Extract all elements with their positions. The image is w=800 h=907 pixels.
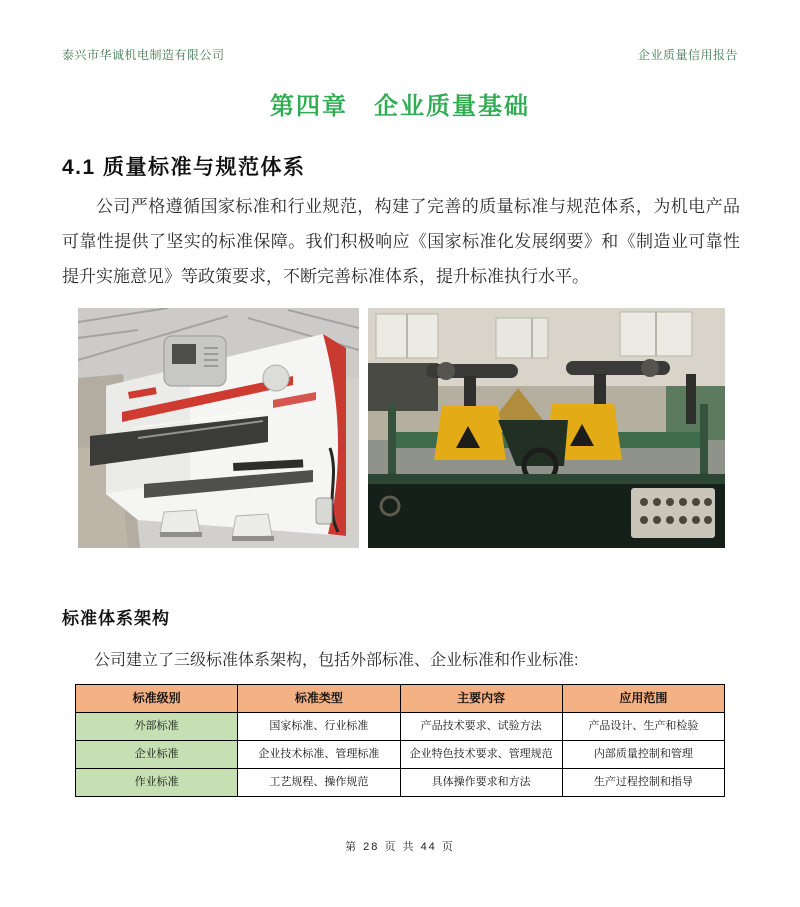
punch-press-machine-graphic xyxy=(78,308,359,548)
cell-type: 企业技术标准、管理标准 xyxy=(238,741,400,769)
page-number-footer: 第 28 页 共 44 页 xyxy=(345,841,455,853)
table-header-row xyxy=(76,685,725,713)
cell-content: 企业特色技术要求、管理规范 xyxy=(400,741,562,769)
green-production-line-photo xyxy=(368,308,725,548)
col-header-content: 主要内容 xyxy=(400,685,562,713)
cell-level: 外部标准 xyxy=(76,713,238,741)
photo-row xyxy=(78,308,800,548)
col-header-level: 标准级别 xyxy=(76,685,238,713)
page-header xyxy=(0,0,800,63)
col-header-scope: 应用范围 xyxy=(562,685,724,713)
col-header-type: 标准类型 xyxy=(238,685,400,713)
table-row xyxy=(76,769,725,797)
standard-system-table xyxy=(75,684,725,797)
cell-scope: 生产过程控制和指导 xyxy=(562,769,724,797)
section-paragraph: 公司严格遵循国家标准和行业规范，构建了完善的质量标准与规范体系，为机电产品可靠性提供了坚实的标准保障。我们积极响应《国家标准化发展纲要》和《制造业可靠性提升实施意见》等政策要求，不断完善标准体系，提升标准执行水平。 xyxy=(62,197,740,286)
header-report-title: 企业质量信用报告 xyxy=(637,48,738,62)
standard-system-heading: 标准体系架构 xyxy=(62,609,170,628)
cell-content: 具体操作要求和方法 xyxy=(400,769,562,797)
green-production-line-graphic xyxy=(368,308,725,548)
cell-type: 工艺规程、操作规范 xyxy=(238,769,400,797)
cell-scope: 内部质量控制和管理 xyxy=(562,741,724,769)
chapter-title: 第四章 企业质量基础 xyxy=(270,93,530,120)
cell-level: 作业标准 xyxy=(76,769,238,797)
punch-press-machine-photo xyxy=(78,308,359,548)
table-row xyxy=(76,741,725,769)
header-company-name: 泰兴市华诚机电制造有限公司 xyxy=(62,48,225,62)
table-row xyxy=(76,713,725,741)
section-title: 4.1 质量标准与规范体系 xyxy=(62,156,306,179)
cell-level: 企业标准 xyxy=(76,741,238,769)
cell-type: 国家标准、行业标准 xyxy=(238,713,400,741)
cell-scope: 产品设计、生产和检验 xyxy=(562,713,724,741)
standard-system-intro: 公司建立了三级标准体系架构，包括外部标准、企业标准和作业标准: xyxy=(94,652,579,669)
cell-content: 产品技术要求、试验方法 xyxy=(400,713,562,741)
